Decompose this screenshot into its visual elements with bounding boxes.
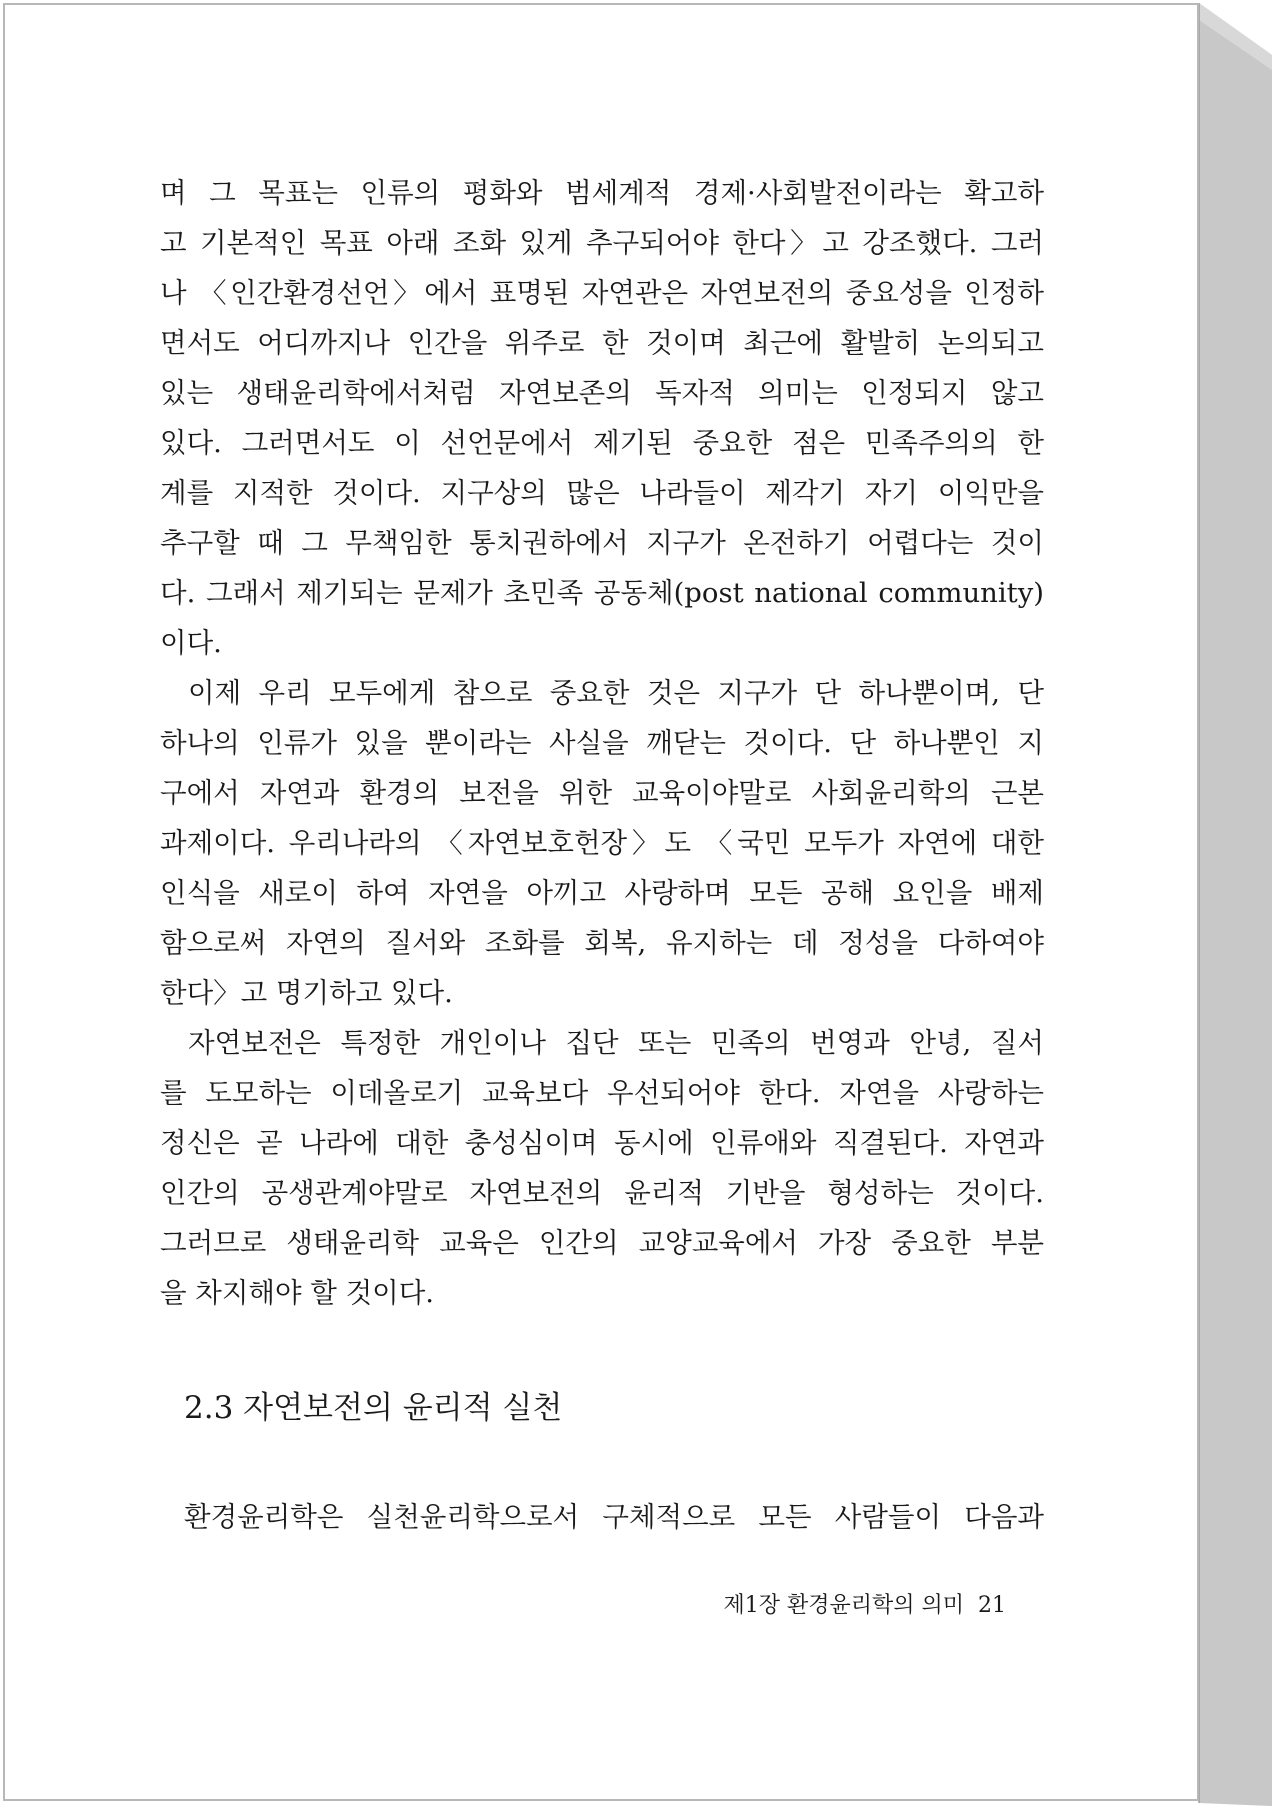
text-line: 구에서 자연과 환경의 보전을 위한 교육이야말로 사회윤리학의 근본: [160, 777, 1044, 809]
text-line: 그러므로 생태윤리학 교육은 인간의 교양교육에서 가장 중요한 부분: [160, 1227, 1044, 1259]
text-line: 하나의 인류가 있을 뿐이라는 사실을 깨닫는 것이다. 단 하나뿐인 지: [160, 727, 1044, 759]
text-line: 한다〉고 명기하고 있다.: [160, 977, 453, 1009]
text-line: 계를 지적한 것이다. 지구상의 많은 나라들이 제각기 자기 이익만을: [160, 477, 1044, 509]
text-line: 을 차지해야 할 것이다.: [160, 1277, 435, 1309]
chapter-title: 제1장 환경윤리학의 의미: [723, 1593, 964, 1618]
text-line: 를 도모하는 이데올로기 교육보다 우선되어야 한다. 자연을 사랑하는: [160, 1077, 1044, 1109]
text-line: 함으로써 자연의 질서와 조화를 회복, 유지하는 데 정성을 다하여야: [160, 927, 1044, 959]
text-line: 이제 우리 모두에게 참으로 중요한 것은 지구가 단 하나뿐이며, 단: [188, 677, 1044, 709]
text-line: 정신은 곧 나라에 대한 충성심이며 동시에 인류애와 직결된다. 자연과: [160, 1127, 1044, 1159]
text-line: 인간의 공생관계야말로 자연보전의 윤리적 기반을 형성하는 것이다.: [160, 1177, 1044, 1209]
text-line: 과제이다. 우리나라의 〈자연보호헌장〉도 〈국민 모두가 자연에 대한: [160, 827, 1044, 859]
text-line: 나 〈인간환경선언〉에서 표명된 자연관은 자연보전의 중요성을 인정하: [160, 277, 1044, 309]
paragraph-1: [160, 168, 1044, 668]
text-line: 인식을 새로이 하여 자연을 아끼고 사랑하며 모든 공해 요인을 배제: [160, 877, 1044, 909]
paragraph-2: [160, 668, 1044, 1018]
running-footer: [676, 1588, 1006, 1619]
paragraph-3: [160, 1018, 1044, 1318]
text-line: 다. 그래서 제기되는 문제가 초민족 공동체(post national community): [160, 577, 1044, 609]
page-number: 21: [978, 1593, 1006, 1618]
text-line: 있는 생태윤리학에서처럼 자연보존의 독자적 의미는 인정되지 않고: [160, 377, 1044, 409]
body-text: [160, 168, 1044, 1318]
text-line: 이다.: [160, 627, 222, 659]
text-line: 고 기본적인 목표 아래 조화 있게 추구되어야 한다〉고 강조했다. 그러: [160, 227, 1044, 259]
text-line: 추구할 때 그 무책임한 통치권하에서 지구가 온전하기 어렵다는 것이: [160, 527, 1044, 559]
text-line: 있다. 그러면서도 이 선언문에서 제기된 중요한 점은 민족주의의 한: [160, 427, 1044, 459]
page-side-face: [1199, 3, 1272, 1806]
text-line: 면서도 어디까지나 인간을 위주로 한 것이며 최근에 활발히 논의되고: [160, 327, 1044, 359]
text-line: 며 그 목표는 인류의 평화와 범세계적 경제·사회발전이라는 확고하: [160, 177, 1044, 209]
section-first-line: 환경윤리학은 실천윤리학으로서 구체적으로 모든 사람들이 다음과: [184, 1501, 1044, 1533]
text-line: 자연보전은 특정한 개인이나 집단 또는 민족의 번영과 안녕, 질서: [188, 1027, 1044, 1059]
section-heading: 2.3 자연보전의 윤리적 실천: [184, 1390, 563, 1426]
